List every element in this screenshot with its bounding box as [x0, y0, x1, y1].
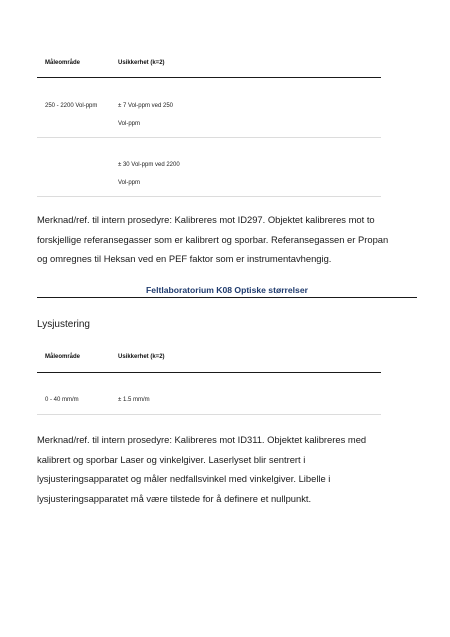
table2-header-range: Måleområde [45, 354, 81, 360]
subsection-title: Lysjustering [37, 319, 90, 330]
table1-row2-uncertainty-line2: Vol-ppm [118, 180, 141, 186]
table1-header-uncertainty: Usikkerhet (k=2) [118, 60, 165, 66]
table1-header-rule [37, 77, 381, 78]
table1-row1-uncertainty-line2: Vol-ppm [118, 121, 141, 127]
note2-line: kalibrert og sporbar Laser og vinkelgiver. Laserlyset blir sentrert i [37, 453, 306, 465]
section-title: Feltlaboratorium K08 Optiske størrelser [146, 285, 308, 295]
note1-line: forskjellige referansegasser som er kalibrert og sporbar. Referansegassen er Propan [37, 233, 389, 245]
note2-paragraph [37, 430, 417, 508]
table1-bottom-rule [37, 196, 381, 197]
table1-row2-uncertainty-line1: ± 30 Vol-ppm ved 2200 [118, 162, 180, 168]
note1-paragraph [37, 210, 417, 269]
table1-row1-range: 250 - 2200 Vol-ppm [45, 103, 98, 109]
table1-row-divider [37, 137, 381, 138]
note1-line: og omregnes til Heksan ved en PEF faktor som er instrumentavhengig. [37, 253, 332, 264]
table2-header-rule [37, 372, 381, 373]
note2-line: Merknad/ref. til intern prosedyre: Kalibreres mot ID311. Objektet kalibreres med [37, 434, 367, 445]
note1-line: Merknad/ref. til intern prosedyre: Kalibreres mot ID297. Objektet kalibreres mot to [37, 214, 375, 225]
table2-row1-range: 0 - 40 mm/m [45, 397, 79, 403]
note2-line: lysjusteringsapparatet og måler nedfallsvinkel med vinkelgiver. Libelle i [37, 473, 331, 484]
note2-line: lysjusteringsapparatet må være tilstede for å definere et nullpunkt. [37, 492, 312, 504]
table2-header-uncertainty: Usikkerhet (k=2) [118, 354, 165, 360]
section-rule [37, 297, 417, 298]
table1-row1-uncertainty-line1: ± 7 Vol-ppm ved 250 [118, 103, 173, 109]
table1-header-range: Måleområde [45, 60, 81, 66]
table2-bottom-rule [37, 414, 381, 415]
table2-row1-uncertainty: ± 1.5 mm/m [118, 397, 150, 403]
